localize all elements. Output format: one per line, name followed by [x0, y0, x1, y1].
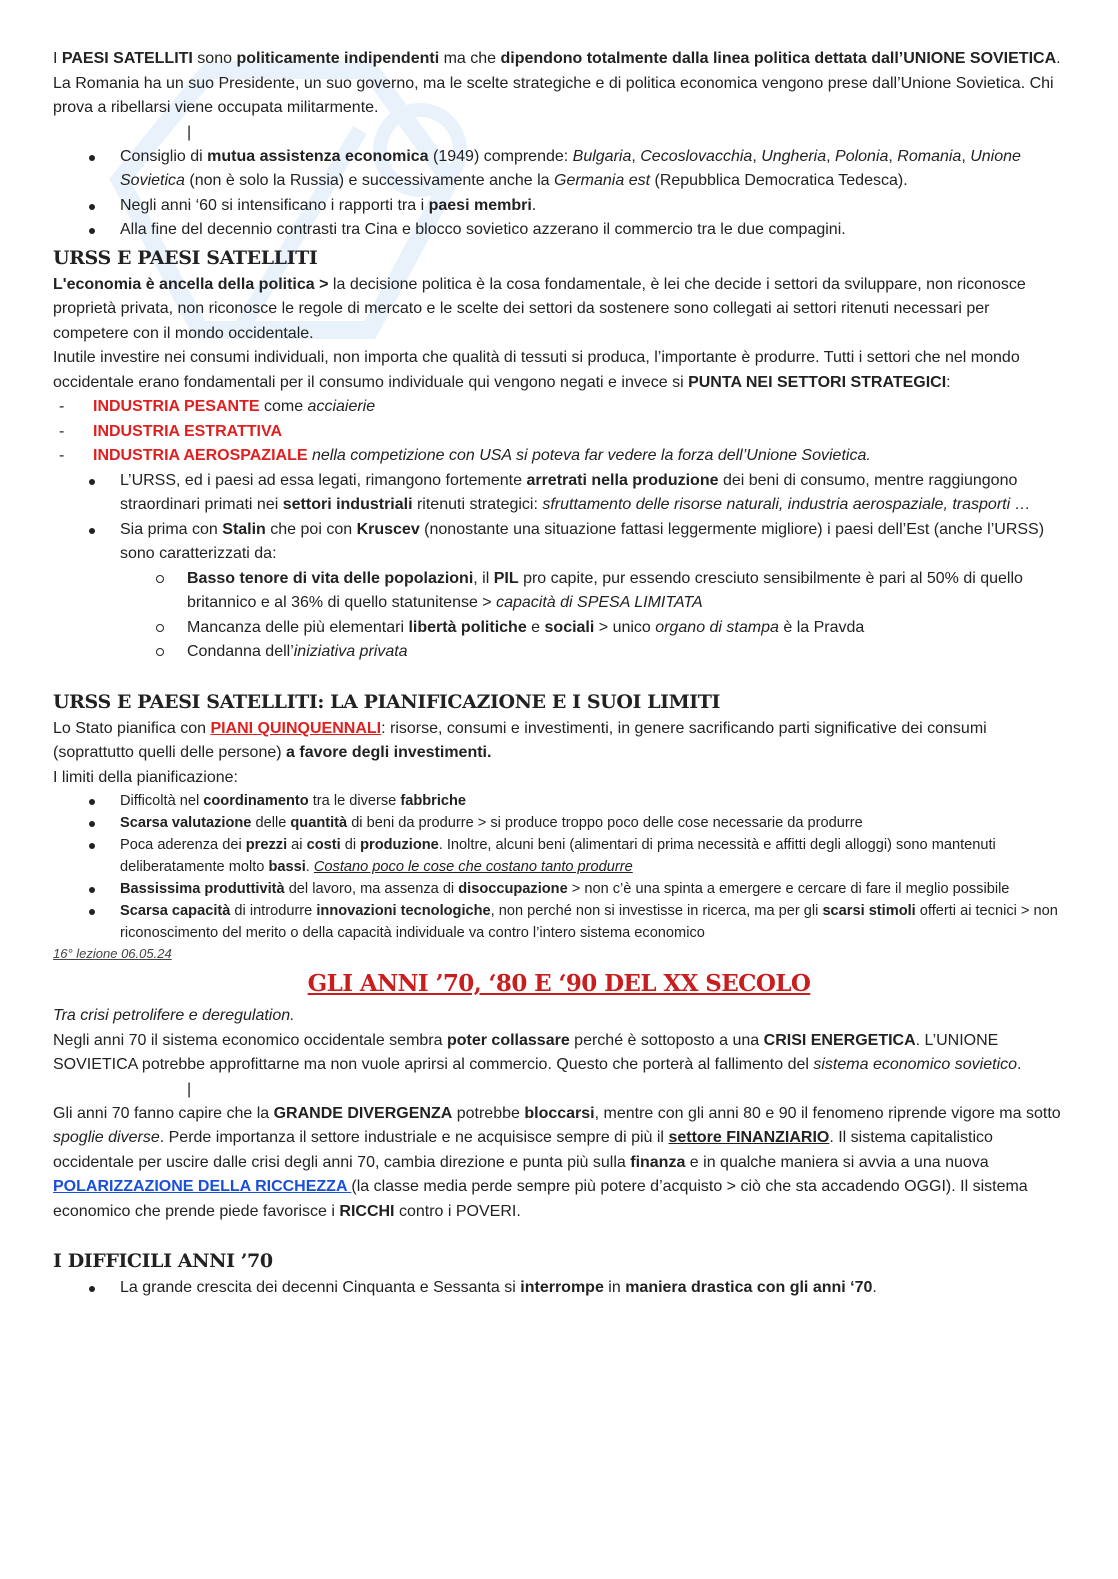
heading-urss: URSS E PAESI SATELLITI [53, 246, 318, 269]
paragraph-piani: Lo Stato pianifica con PIANI QUINQUENNALI: risorse, consumi e investimenti, in genere sacrificando parti significative dei consumi (soprattutto quelli delle persone) a favore degli investimenti. [53, 719, 987, 761]
heading-pianificazione: URSS E PAESI SATELLITI: LA PIANIFICAZIONE E I SUOI LIMITI [53, 690, 720, 713]
list-item: Poca aderenza dei prezzi ai costi di produzione. Inoltre, alcuni beni (alimentari di prima necessità e affitti degli alloggi) sono mantenuti deliberatamente molto bassi. Costano poco le cose che costano tanto produrre [53, 834, 1065, 878]
list-item: - INDUSTRIA AEROSPAZIALE nella competizione con USA si poteva far vedere la forza dell’Unione Sovietica. [53, 444, 1065, 469]
paragraph-divergenza: Gli anni 70 fanno capire che la GRANDE DIVERGENZA potrebbe bloccarsi, mentre con gli anni 80 e 90 il fenomeno riprende vigore ma sotto spoglie diverse. Perde importanza il settore industriale e ne acquisisce sempre di più il settore FINANZIARIO. Il sistema capitalistico occidentale per uscire dalle crisi degli anni 70, cambia direzione e punta più sulla finanza e in qualche maniera si avvia a una nuova POLARIZZAZIONE DELLA RICCHEZZA (la classe media perde sempre più potere d’acquisto > ciò che sta accadendo OGGI). Il sistema economico che prende piede favorisce i RICCHI contro i POVERI. [53, 1104, 1061, 1220]
paragraph-paesi-satelliti: I PAESI SATELLITI sono politicamente indipendenti ma che dipendono totalmente dalla linea politica dettata dall’UNIONE SOVIETICA. La Romania ha un suo Presidente, un suo governo, ma le scelte strategiche e di politica economica vengono prese dall’Unione Sovietica. Chi prova a ribellarsi viene occupata militarmente. [53, 50, 1061, 116]
list-caratteristiche [53, 567, 1065, 665]
paragraph-subtitle: Tra crisi petrolifere e deregulation. [53, 1007, 295, 1024]
list-anni-70 [53, 1276, 1065, 1301]
paragraph-economia: L'economia è ancella della politica > la decisione politica è la cosa fondamentale, è lei che decide i settori da sviluppare, non riconosce proprietà privata, non riconosce le regole di mercato e le scelte dei settori da sostenere sono collegati ai settori ritenuti necessari per competere con il mondo occidentale. [53, 275, 1026, 342]
list-item: Sia prima con Stalin che poi con Kruscev (nonostante una situazione fattasi leggermente migliore) i paesi dell’Est (anche l’URSS) sono caratterizzati da: [53, 518, 1065, 567]
paragraph-consumi: Inutile investire nei consumi individuali, non importa che qualità di tessuti si produca, l’importante è produrre. Tutti i settori che nel mondo occidentale erano fondamentali per il consumo individuale qui vengono negati e invece si PUNTA NEI SETTORI STRATEGICI: [53, 349, 1020, 391]
list-urss [53, 469, 1065, 567]
list-item: Scarsa capacità di introdurre innovazioni tecnologiche, non perché non si investisse in ricerca, ma per gli scarsi stimoli offerti ai tecnici > non riconoscimento del merito o della capacità individuale va contro l’intero sistema economico [53, 900, 1065, 944]
list-item: Mancanza delle più elementari libertà politiche e sociali > unico organo di stampa è la Pravda [53, 616, 1065, 641]
list-item: - INDUSTRIA ESTRATTIVA [53, 420, 1065, 445]
heading-anni-70: I DIFFICILI ANNI ’70 [53, 1250, 273, 1272]
list-item: Scarsa valutazione delle quantità di beni da produrre > si produce troppo poco delle cose necessarie da produrre [53, 812, 1065, 834]
list-item: Negli anni ‘60 si intensificano i rapporti tra i paesi membri. [53, 194, 1065, 219]
list-comecon [53, 145, 1065, 243]
document-page [53, 47, 1065, 1301]
bar-mark: | [187, 1080, 192, 1098]
list-item: Basso tenore di vita delle popolazioni, il PIL pro capite, pur essendo cresciuto sensibilmente è pari al 50% di quello britannico e al 36% di quello statunitense > capacità di SPESA LIMITATA [53, 567, 1065, 616]
list-item: La grande crescita dei decenni Cinquanta e Sessanta si interrompe in maniera drastica con gli anni ‘70. [53, 1276, 1065, 1301]
lecture-date: 16° lezione 06.05.24 [53, 946, 172, 961]
bar-mark: | [187, 123, 192, 141]
paragraph-crisi: Negli anni 70 il sistema economico occidentale sembra poter collassare perché è sottoposto a una CRISI ENERGETICA. L’UNIONE SOVIETICA potrebbe approfittarne ma non vuole aprirsi al commercio. Questo che porterà al fallimento del sistema economico sovietico. [53, 1031, 1022, 1073]
list-limiti [53, 790, 1065, 944]
list-item: Bassissima produttività del lavoro, ma assenza di disoccupazione > non c’è una spinta a emergere e cercare di fare il meglio possibile [53, 878, 1065, 900]
paragraph-limiti: I limiti della pianificazione: [53, 768, 238, 786]
list-item: Condanna dell’iniziativa privata [53, 640, 1065, 665]
chapter-title: GLI ANNI ’70, ‘80 E ‘90 DEL XX SECOLO [307, 970, 811, 997]
list-item: Difficoltà nel coordinamento tra le diverse fabbriche [53, 790, 1065, 812]
list-item: Consiglio di mutua assistenza economica (1949) comprende: Bulgaria, Cecoslovacchia, Ungheria, Polonia, Romania, Unione Sovietica (non è solo la Russia) e successivamente anche la Germania est (Repubblica Democratica Tedesca). [53, 145, 1065, 194]
list-settori-strategici [53, 395, 1065, 469]
list-item: Alla fine del decennio contrasti tra Cina e blocco sovietico azzerano il commercio tra le due compagini. [53, 218, 1065, 243]
link-polarizzazione[interactable]: POLARIZZAZIONE DELLA RICCHEZZA [53, 1178, 352, 1195]
list-item: L’URSS, ed i paesi ad essa legati, rimangono fortemente arretrati nella produzione dei beni di consumo, mentre raggiungono straordinari primati nei settori industriali ritenuti strategici: sfruttamento delle risorse naturali, industria aerospaziale, trasporti … [53, 469, 1065, 518]
list-item: - INDUSTRIA PESANTE come acciaierie [53, 395, 1065, 420]
